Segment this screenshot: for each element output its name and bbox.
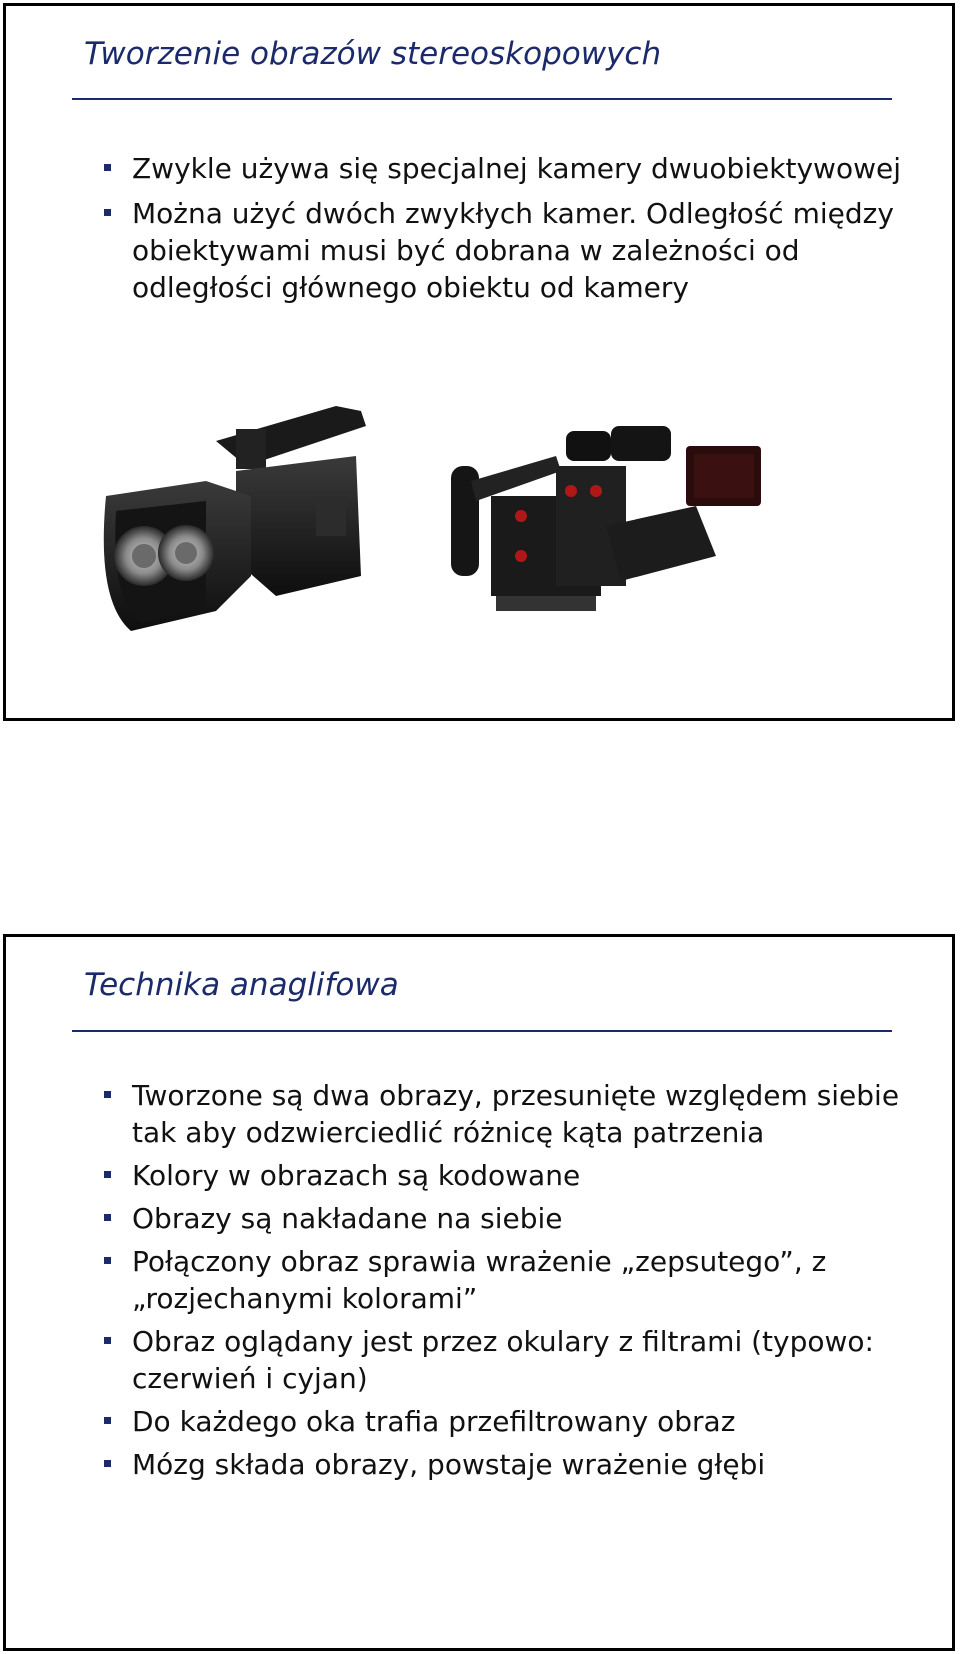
- bullet-square-icon: [104, 1091, 111, 1098]
- bullet-square-icon: [104, 1460, 111, 1467]
- list-item: Można użyć dwóch zwykłych kamer. Odległość między obiektywami musi być dobrana w zależności od odległości głównego obiektu od kamery: [104, 195, 904, 306]
- slide-stereoscopic: [3, 3, 955, 721]
- bullet-square-icon: [104, 1171, 111, 1178]
- bullet-list: [104, 1077, 904, 1489]
- list-item: Do każdego oka trafia przefiltrowany obraz: [104, 1403, 904, 1440]
- list-item: Obraz oglądany jest przez okulary z filtrami (typowo: czerwień i cyjan): [104, 1323, 904, 1397]
- bullet-square-icon: [104, 209, 111, 216]
- list-item: Połączony obraz sprawia wrażenie „zepsutego”, z „rozjechanymi kolorami”: [104, 1243, 904, 1317]
- bullet-square-icon: [104, 164, 111, 171]
- list-item: Tworzone są dwa obrazy, przesunięte względem siebie tak aby odzwierciedlić różnicę kąta patrzenia: [104, 1077, 904, 1151]
- bullet-square-icon: [104, 1257, 111, 1264]
- bullet-square-icon: [104, 1214, 111, 1221]
- title-divider: [72, 1030, 892, 1032]
- slide-title: Technika anaglifowa: [84, 967, 399, 1003]
- list-item: Mózg składa obrazy, powstaje wrażenie głębi: [104, 1446, 904, 1483]
- list-item: Obrazy są nakładane na siebie: [104, 1200, 904, 1237]
- list-item: Zwykle używa się specjalnej kamery dwuobiektywowej: [104, 150, 904, 187]
- list-item: Kolory w obrazach są kodowane: [104, 1157, 904, 1194]
- title-divider: [72, 98, 892, 100]
- dual-camera-rig-photo: [446, 406, 776, 631]
- slide-anaglyph: [3, 934, 955, 1651]
- stereoscopic-camcorder-photo: [86, 401, 396, 646]
- bullet-square-icon: [104, 1417, 111, 1424]
- bullet-list: [104, 150, 904, 314]
- slide-title: Tworzenie obrazów stereoskopowych: [84, 36, 662, 72]
- bullet-square-icon: [104, 1337, 111, 1344]
